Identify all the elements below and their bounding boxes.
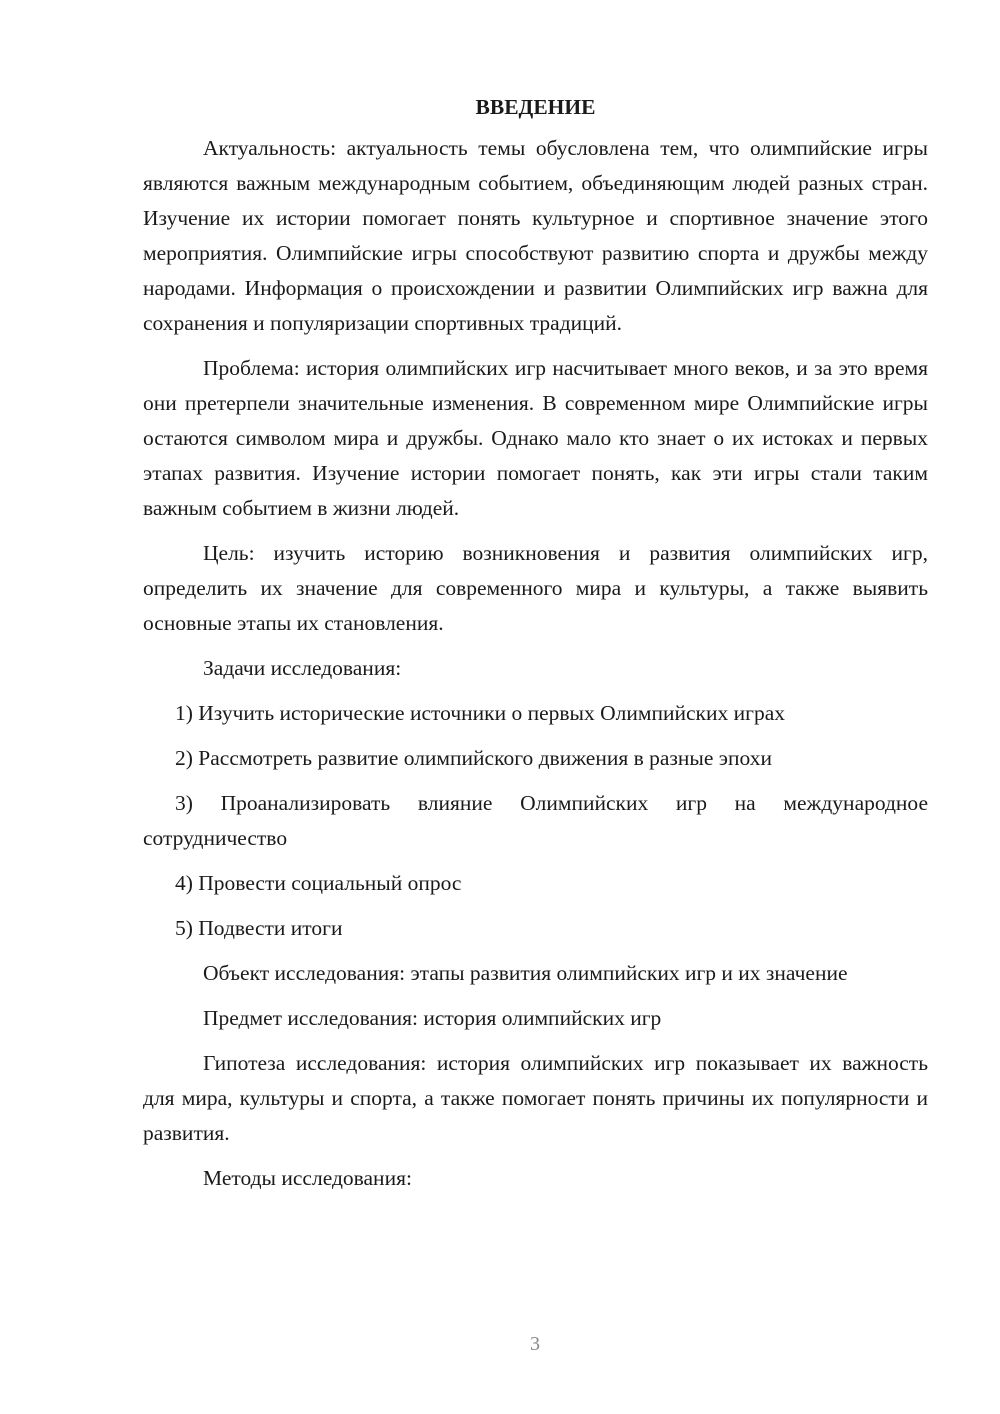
paragraph-object: Объект исследования: этапы развития олимпийских игр и их значение bbox=[203, 961, 848, 985]
task-item-3: 3) Проанализировать влияние Олимпийских игр на международное сотрудничество bbox=[143, 791, 928, 850]
page-title: ВВЕДЕНИЕ bbox=[475, 95, 596, 119]
task-item-1: 1) Изучить исторические источники о первых Олимпийских играх bbox=[175, 701, 785, 725]
task-item-2: 2) Рассмотреть развитие олимпийского движения в разные эпохи bbox=[175, 746, 772, 770]
page-number: 3 bbox=[530, 1333, 540, 1355]
paragraph-goal: Цель: изучить историю возникновения и развития олимпийских игр, определить их значение для современного мира и культуры, а также выявить основные этапы их становления. bbox=[143, 541, 928, 635]
tasks-heading: Задачи исследования: bbox=[203, 656, 402, 680]
paragraph-problem: Проблема: история олимпийских игр насчитывает много веков, и за это время они претерпели значительные изменения. В современном мире Олимпийские игры остаются символом мира и дружбы. Однако мало кто знает о их истоках и первых этапах развития. Изучение истории помогает понять, как эти игры стали таким важным событием в жизни людей. bbox=[143, 356, 928, 520]
methods-heading: Методы исследования: bbox=[203, 1166, 412, 1190]
paragraph-subject: Предмет исследования: история олимпийских игр bbox=[203, 1006, 662, 1030]
document-page bbox=[143, 90, 928, 1206]
paragraph-hypothesis: Гипотеза исследования: история олимпийских игр показывает их важность для мира, культуры и спорта, а также помогает понять причины их популярности и развития. bbox=[143, 1051, 928, 1145]
task-item-4: 4) Провести социальный опрос bbox=[175, 871, 462, 895]
paragraph-relevance: Актуальность: актуальность темы обусловлена тем, что олимпийские игры являются важным международным событием, объединяющим людей разных стран. Изучение их истории помогает понять культурное и спортивное значение этого мероприятия. Олимпийские игры способствуют развитию спорта и дружбы между народами. Информация о происхождении и развитии Олимпийских игр важна для сохранения и популяризации спортивных традиций. bbox=[143, 136, 928, 335]
task-item-5: 5) Подвести итоги bbox=[175, 916, 343, 940]
